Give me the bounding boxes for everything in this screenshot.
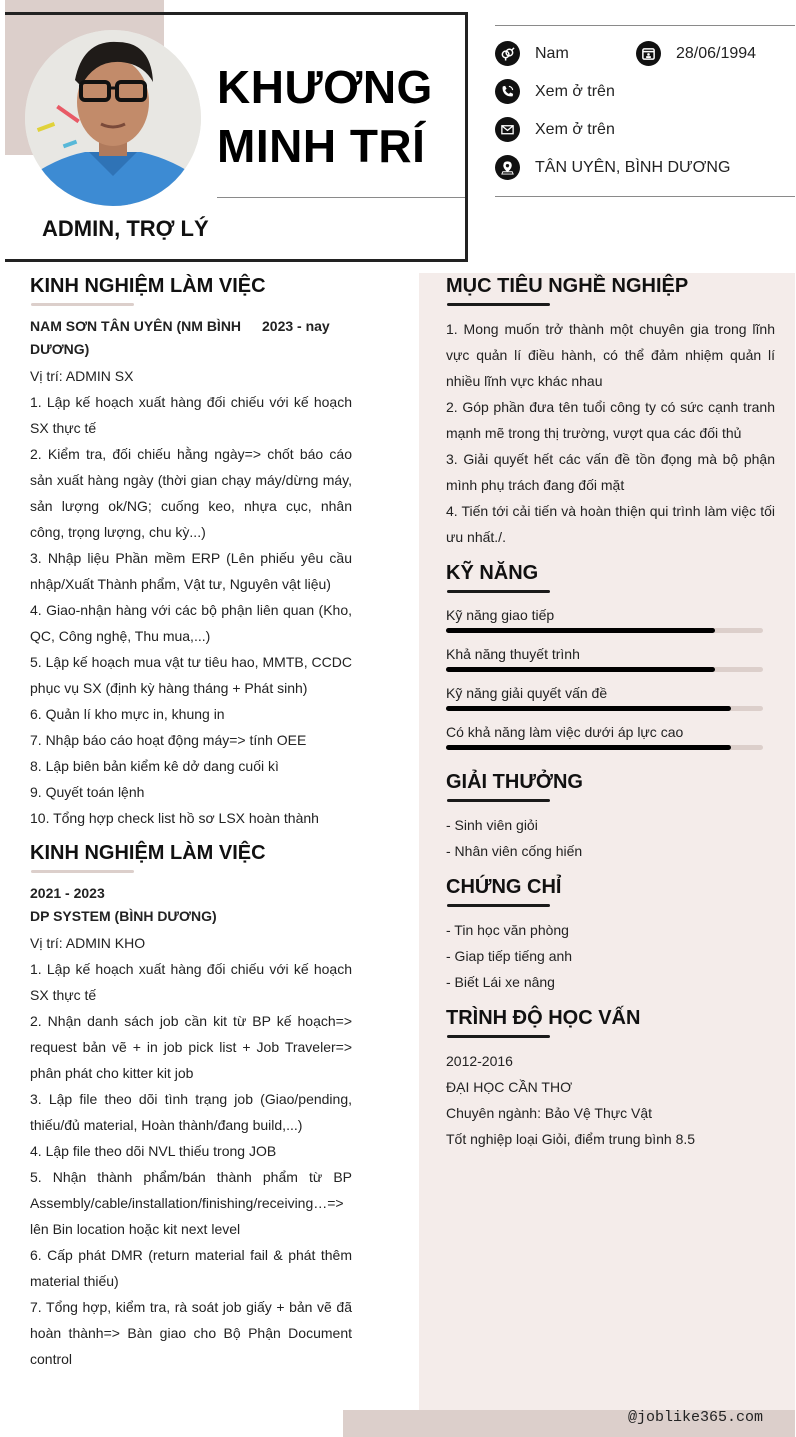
award-item: - Sinh viên giỏi	[446, 817, 538, 833]
awards-section	[446, 812, 775, 864]
experience-2-item: 7. Tổng hợp, kiểm tra, rà soát job giấy + bản vẽ đã hoàn thành=> Bàn giao cho Bộ Phận Document control	[30, 1299, 352, 1367]
experience-2-underline	[31, 870, 134, 873]
experience-1-item: 7. Nhập báo cáo hoạt động máy=> tính OEE	[30, 732, 307, 748]
certificates-section	[446, 917, 775, 995]
skill-item	[446, 646, 763, 672]
gender-icon	[495, 41, 520, 66]
skill-label: Kỹ năng giao tiếp	[446, 607, 555, 623]
name-line-1: KHƯƠNG	[217, 61, 433, 113]
footer-watermark: @joblike365.com	[627, 1409, 763, 1426]
experience-1-item: 4. Giao-nhận hàng với các bộ phận liên quan (Kho, QC, Công nghệ, Thu mua,...)	[30, 602, 352, 644]
experience-2-title: KINH NGHIỆM LÀM VIỆC	[30, 842, 266, 864]
experience-1-company: NAM SƠN TÂN UYÊN (NM BÌNH DƯƠNG)	[30, 318, 242, 357]
experience-2-position: Vị trí: ADMIN KHO	[30, 935, 146, 951]
skill-label: Kỹ năng giải quyết vấn đề	[446, 685, 608, 701]
experience-1-item: 9. Quyết toán lệnh	[30, 784, 145, 800]
candidate-name	[217, 58, 433, 176]
location-icon	[495, 155, 520, 180]
objective-item: 3. Giải quyết hết các vấn đề tồn đọng mà bộ phận mình phụ trách đang đối mặt	[446, 451, 775, 493]
contact-gender	[495, 41, 569, 66]
certificates-underline	[447, 904, 550, 907]
header-frame-bottom	[5, 259, 468, 262]
experience-2-item: 5. Nhận thành phẩm/bán thành phẩm từ BP Assembly/cable/installation/finishing/receiving…=> lên Bin location hoặc kit next level	[30, 1169, 352, 1237]
awards-title: GIẢI THƯỞNG	[446, 771, 583, 793]
contact-birthday	[636, 41, 756, 66]
skill-bar-track	[446, 706, 763, 711]
experience-1-item: 1. Lập kế hoạch xuất hàng đối chiếu với kế hoạch SX thực tế	[30, 394, 352, 436]
experience-2-item: 6. Cấp phát DMR (return material fail & phát thêm material thiếu)	[30, 1247, 352, 1289]
skill-label: Có khả năng làm việc dưới áp lực cao	[446, 724, 684, 740]
skill-item	[446, 724, 763, 750]
education-period: 2012-2016	[446, 1053, 513, 1069]
experience-1-title: KINH NGHIỆM LÀM VIỆC	[30, 275, 266, 297]
education-school: ĐẠI HỌC CẦN THƠ	[446, 1079, 573, 1095]
skill-bar-track	[446, 745, 763, 750]
skills-title: KỸ NĂNG	[446, 562, 539, 584]
job-title: ADMIN, TRỢ LÝ	[42, 216, 209, 241]
award-item: - Nhân viên cống hiến	[446, 843, 583, 859]
objective-item: 1. Mong muốn trở thành một chuyên gia trong lĩnh vực quản lí điều hành, có thể đảm nhiệm quản lí nhiều lĩnh vực khác nhau	[446, 321, 775, 389]
skill-bar-fill	[446, 628, 715, 633]
header-frame-top	[5, 12, 468, 15]
skills-underline	[447, 590, 550, 593]
awards-underline	[447, 799, 550, 802]
education-result: Tốt nghiệp loại Giỏi, điểm trung bình 8.5	[446, 1131, 696, 1147]
certificate-item: - Biết Lái xe nâng	[446, 974, 555, 990]
contact-email	[495, 117, 615, 142]
mail-icon	[495, 117, 520, 142]
experience-1-period: 2023 - nay	[262, 318, 330, 334]
experience-2-period: 2021 - 2023	[30, 885, 105, 901]
experience-2-item: 1. Lập kế hoạch xuất hàng đối chiếu với kế hoạch SX thực tế	[30, 961, 352, 1003]
experience-1-item: 6. Quản lí kho mực in, khung in	[30, 706, 225, 722]
birthday-value: 28/06/1994	[676, 44, 757, 62]
skill-bar-track	[446, 628, 763, 633]
skill-bar-track	[446, 667, 763, 672]
address-value: TÂN UYÊN, BÌNH DƯƠNG	[535, 158, 731, 176]
certificates-title: CHỨNG CHỈ	[446, 876, 562, 898]
skill-item	[446, 685, 763, 711]
skill-bar-fill	[446, 667, 715, 672]
certificate-item: - Giap tiếp tiếng anh	[446, 948, 573, 964]
experience-1-header	[30, 315, 352, 361]
experience-2-company: DP SYSTEM (BÌNH DƯƠNG)	[30, 908, 217, 924]
phone-icon	[495, 79, 520, 104]
experience-1-item: 10. Tổng hợp check list hồ sơ LSX hoàn thành	[30, 810, 319, 826]
name-line-2: MINH TRÍ	[217, 120, 426, 172]
objective-underline	[447, 303, 550, 306]
experience-1-item: 8. Lập biên bản kiểm kê dở dang cuối kì	[30, 758, 279, 774]
contact-divider-bottom	[495, 196, 795, 197]
calendar-icon	[636, 41, 661, 66]
experience-1-item: 5. Lập kế hoạch mua vật tư tiêu hao, MMTB, CCDC phục vụ SX (định kỳ hàng tháng + Phát sinh)	[30, 654, 352, 696]
phone-value[interactable]: Xem ở trên	[535, 82, 615, 100]
experience-2-item: 3. Lập file theo dõi tình trạng job (Giao/pending, thiếu/đủ material, Hoàn thành/đang build,...)	[30, 1091, 352, 1133]
skill-label: Khả năng thuyết trình	[446, 646, 580, 662]
skill-bar-fill	[446, 745, 731, 750]
experience-1-position: Vị trí: ADMIN SX	[30, 368, 134, 384]
experience-1-item: 2. Kiểm tra, đối chiếu hằng ngày=> chốt báo cáo sản xuất hàng ngày (thời gian chạy máy/dừng máy, sản lượng ok/NG; cuống keo, nhựa cục, nhân công, trọng lượng, chu kỳ...)	[30, 446, 352, 540]
objective-item: 4. Tiến tới cải tiến và hoàn thiện qui trình làm việc tối ưu nhất./.	[446, 503, 775, 545]
education-section	[446, 1048, 775, 1152]
education-major: Chuyên ngành: Bảo Vệ Thực Vật	[446, 1105, 653, 1121]
contact-divider-top	[495, 25, 795, 26]
experience-1-section	[30, 315, 352, 831]
gender-value: Nam	[535, 44, 569, 62]
email-value[interactable]: Xem ở trên	[535, 120, 615, 138]
education-underline	[447, 1035, 550, 1038]
experience-1-underline	[31, 303, 134, 306]
experience-1-item: 3. Nhập liệu Phần mềm ERP (Lên phiếu yêu cầu nhập/Xuất Thành phẩm, Vật tư, Nguyên vật liệu)	[30, 550, 352, 592]
experience-2-item: 2. Nhận danh sách job cần kit từ BP kế hoạch=> request bản vẽ + in job pick list + Job Traveler=> phân phát cho kitter kit job	[30, 1013, 352, 1081]
objective-item: 2. Góp phần đưa tên tuổi công ty có sức cạnh tranh mạnh mẽ trong thị trường, vượt qua các đối thủ	[446, 399, 775, 441]
skill-bar-fill	[446, 706, 731, 711]
objective-section	[446, 316, 775, 550]
name-divider	[217, 197, 465, 198]
avatar-photo	[25, 30, 201, 206]
education-title: TRÌNH ĐỘ HỌC VẤN	[446, 1007, 641, 1029]
contact-address	[495, 155, 730, 180]
objective-title: MỤC TIÊU NGHỀ NGHIỆP	[446, 275, 689, 297]
experience-2-item: 4. Lập file theo dõi NVL thiếu trong JOB	[30, 1143, 277, 1159]
certificate-item: - Tin học văn phòng	[446, 922, 569, 938]
skill-item	[446, 607, 763, 633]
header-frame-right	[465, 12, 468, 262]
contact-phone	[495, 79, 615, 104]
experience-2-section	[30, 882, 352, 1372]
